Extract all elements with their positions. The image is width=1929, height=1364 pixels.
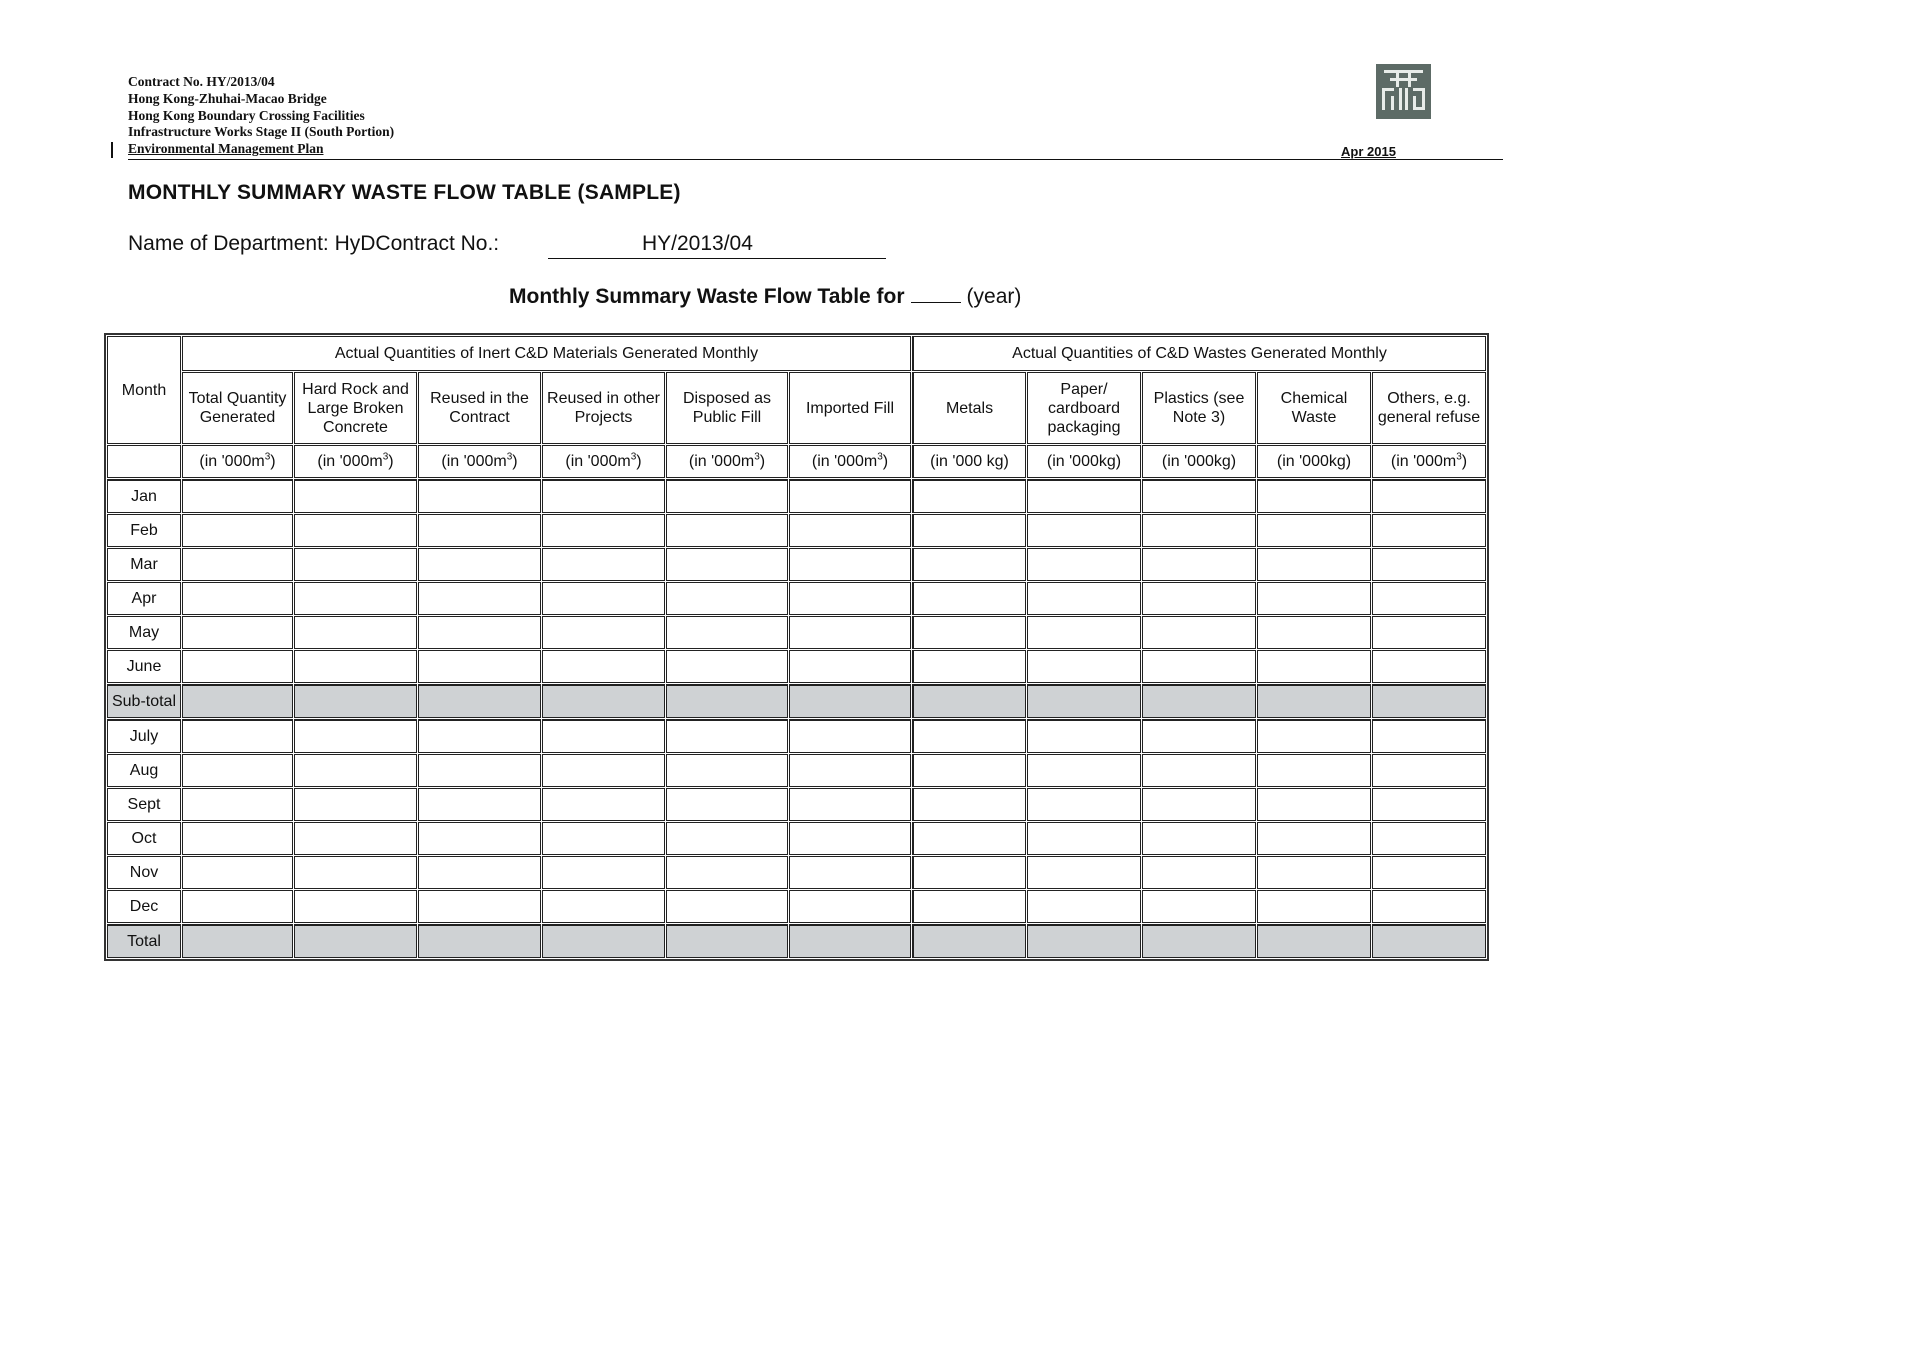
value-cell[interactable] <box>1257 788 1371 821</box>
value-cell[interactable] <box>418 616 541 649</box>
month-cell: July <box>107 719 181 753</box>
value-cell[interactable] <box>542 856 665 889</box>
unit-text: (in '000kg) <box>1276 453 1352 470</box>
unit-exponent: 3 <box>1456 451 1462 463</box>
value-cell[interactable] <box>294 856 417 889</box>
month-cell: Sept <box>107 788 181 821</box>
document-date: Apr 2015 <box>1341 144 1396 159</box>
value-cell[interactable] <box>1257 479 1371 513</box>
value-cell[interactable] <box>1027 479 1141 513</box>
unit-cell <box>182 445 293 478</box>
table-row <box>107 479 1486 513</box>
value-cell[interactable] <box>294 822 417 855</box>
value-cell[interactable] <box>182 684 293 718</box>
value-cell[interactable] <box>912 788 1026 821</box>
header-divider <box>128 159 1503 160</box>
month-cell: Dec <box>107 890 181 923</box>
value-cell[interactable] <box>1372 890 1486 923</box>
table-row <box>107 890 1486 923</box>
unit-close: ) <box>512 453 518 470</box>
month-cell: June <box>107 650 181 683</box>
table-title-label: Monthly Summary Waste Flow Table for <box>509 285 905 308</box>
unit-text: (in '000kg) <box>1046 453 1122 470</box>
month-cell: Feb <box>107 514 181 547</box>
value-cell[interactable] <box>294 924 417 958</box>
summary-row <box>107 924 1486 958</box>
value-cell[interactable] <box>1257 856 1371 889</box>
unit-text: (in '000 kg) <box>930 453 1009 470</box>
value-cell[interactable] <box>418 754 541 787</box>
value-cell[interactable] <box>294 719 417 753</box>
value-cell[interactable] <box>912 924 1026 958</box>
value-cell[interactable] <box>418 719 541 753</box>
value-cell[interactable] <box>182 582 293 615</box>
value-cell[interactable] <box>912 582 1026 615</box>
unit-exponent: 3 <box>877 451 883 463</box>
value-cell[interactable] <box>789 924 911 958</box>
units-row <box>107 445 1486 478</box>
value-cell[interactable] <box>912 514 1026 547</box>
value-cell[interactable] <box>1142 582 1256 615</box>
value-cell[interactable] <box>789 856 911 889</box>
column-header-chemical: Chemical Waste <box>1257 372 1371 444</box>
cd-wastes-group-header: Actual Quantities of C&D Wastes Generated Monthly <box>912 336 1486 371</box>
value-cell[interactable] <box>542 822 665 855</box>
header-project-name: Hong Kong-Zhuhai-Macao Bridge <box>128 90 327 106</box>
value-cell[interactable] <box>789 684 911 718</box>
value-cell[interactable] <box>294 890 417 923</box>
unit-cell <box>1257 445 1371 478</box>
value-cell[interactable] <box>789 719 911 753</box>
value-cell[interactable] <box>1257 924 1371 958</box>
header-plan-name: Environmental Management Plan <box>128 141 324 157</box>
month-cell: Aug <box>107 754 181 787</box>
value-cell[interactable] <box>666 822 788 855</box>
value-cell[interactable] <box>294 582 417 615</box>
page-title: MONTHLY SUMMARY WASTE FLOW TABLE (SAMPLE) <box>128 181 681 204</box>
unit-close: ) <box>270 453 276 470</box>
value-cell[interactable] <box>789 479 911 513</box>
value-cell[interactable] <box>294 514 417 547</box>
unit-cell <box>294 445 417 478</box>
header-contract-no: Contract No. HY/2013/04 <box>128 74 275 89</box>
value-cell[interactable] <box>542 684 665 718</box>
department-line <box>128 232 753 256</box>
value-cell[interactable] <box>912 684 1026 718</box>
value-cell[interactable] <box>1142 788 1256 821</box>
value-cell[interactable] <box>1027 548 1141 581</box>
value-cell[interactable] <box>182 822 293 855</box>
value-cell[interactable] <box>542 754 665 787</box>
company-logo-icon <box>1376 64 1431 119</box>
month-cell: Sub-total <box>107 684 181 718</box>
table-row <box>107 616 1486 649</box>
value-cell[interactable] <box>182 856 293 889</box>
value-cell[interactable] <box>1372 822 1486 855</box>
unit-close: ) <box>882 453 889 470</box>
value-cell[interactable] <box>789 514 911 547</box>
value-cell[interactable] <box>542 719 665 753</box>
value-cell[interactable] <box>418 548 541 581</box>
value-cell[interactable] <box>912 890 1026 923</box>
value-cell[interactable] <box>294 788 417 821</box>
unit-cell <box>789 445 911 478</box>
value-cell[interactable] <box>542 650 665 683</box>
value-cell[interactable] <box>789 890 911 923</box>
department-label: Name of Department: HyDContract No.: <box>128 232 500 255</box>
table-row <box>107 582 1486 615</box>
summary-row <box>107 684 1486 718</box>
month-cell: Jan <box>107 479 181 513</box>
value-cell[interactable] <box>294 479 417 513</box>
value-cell[interactable] <box>542 514 665 547</box>
value-cell[interactable] <box>1372 479 1486 513</box>
value-cell[interactable] <box>912 548 1026 581</box>
value-cell[interactable] <box>1257 890 1371 923</box>
value-cell[interactable] <box>418 479 541 513</box>
value-cell[interactable] <box>1027 924 1141 958</box>
value-cell[interactable] <box>1142 924 1256 958</box>
value-cell[interactable] <box>666 856 788 889</box>
table-row <box>107 856 1486 889</box>
value-cell[interactable] <box>1257 719 1371 753</box>
column-header-imported-fill: Imported Fill <box>789 372 911 444</box>
value-cell[interactable] <box>666 719 788 753</box>
value-cell[interactable] <box>1372 548 1486 581</box>
revision-bar <box>111 142 113 158</box>
value-cell[interactable] <box>1027 719 1141 753</box>
unit-exponent: 3 <box>382 451 389 463</box>
unit-text: (in '000m <box>1390 453 1457 470</box>
unit-close: ) <box>636 453 642 470</box>
value-cell[interactable] <box>1372 788 1486 821</box>
column-header-hard-rock: Hard Rock and Large Broken Concrete <box>294 372 417 444</box>
value-cell[interactable] <box>912 616 1026 649</box>
value-cell[interactable] <box>1142 856 1256 889</box>
value-cell[interactable] <box>418 856 541 889</box>
year-blank-field <box>911 284 961 303</box>
value-cell[interactable] <box>1372 719 1486 753</box>
value-cell[interactable] <box>666 514 788 547</box>
table-row <box>107 514 1486 547</box>
unit-close: ) <box>388 453 394 470</box>
unit-text: (in '000m <box>441 453 507 470</box>
value-cell[interactable] <box>1027 754 1141 787</box>
contract-number-value: HY/2013/04 <box>642 232 753 255</box>
unit-exponent: 3 <box>506 451 513 463</box>
table-row <box>107 719 1486 753</box>
value-cell[interactable] <box>294 650 417 683</box>
unit-text: (in '000m <box>565 453 631 470</box>
value-cell[interactable] <box>182 788 293 821</box>
unit-cell <box>542 445 665 478</box>
value-cell[interactable] <box>789 822 911 855</box>
value-cell[interactable] <box>1027 514 1141 547</box>
value-cell[interactable] <box>912 479 1026 513</box>
value-cell[interactable] <box>666 582 788 615</box>
value-cell[interactable] <box>1027 856 1141 889</box>
value-cell[interactable] <box>182 479 293 513</box>
month-cell: Total <box>107 924 181 958</box>
value-cell[interactable] <box>912 754 1026 787</box>
unit-exponent: 3 <box>630 451 637 463</box>
unit-cell <box>418 445 541 478</box>
header-works-stage: Infrastructure Works Stage II (South Portion) <box>128 124 395 140</box>
value-cell[interactable] <box>1372 754 1486 787</box>
value-cell[interactable] <box>1257 548 1371 581</box>
column-header-others: Others, e.g. general refuse <box>1372 372 1486 444</box>
value-cell[interactable] <box>418 788 541 821</box>
value-cell[interactable] <box>1027 684 1141 718</box>
value-cell[interactable] <box>418 684 541 718</box>
value-cell[interactable] <box>418 890 541 923</box>
value-cell[interactable] <box>912 719 1026 753</box>
value-cell[interactable] <box>182 890 293 923</box>
value-cell[interactable] <box>182 754 293 787</box>
month-cell: Apr <box>107 582 181 615</box>
value-cell[interactable] <box>1142 548 1256 581</box>
value-cell[interactable] <box>666 788 788 821</box>
value-cell[interactable] <box>1257 616 1371 649</box>
value-cell[interactable] <box>1372 616 1486 649</box>
units-month-cell <box>107 445 181 478</box>
unit-close: ) <box>1461 453 1468 470</box>
value-cell[interactable] <box>418 514 541 547</box>
value-cell[interactable] <box>666 754 788 787</box>
unit-cell <box>912 445 1026 478</box>
value-cell[interactable] <box>418 822 541 855</box>
value-cell[interactable] <box>789 582 911 615</box>
value-cell[interactable] <box>1372 514 1486 547</box>
column-header-metals: Metals <box>912 372 1026 444</box>
table-row <box>107 650 1486 683</box>
table-row <box>107 822 1486 855</box>
contract-header <box>128 74 394 158</box>
value-cell[interactable] <box>789 548 911 581</box>
value-cell[interactable] <box>1372 684 1486 718</box>
value-cell[interactable] <box>1142 822 1256 855</box>
value-cell[interactable] <box>542 616 665 649</box>
table-row <box>107 754 1486 787</box>
value-cell[interactable] <box>912 650 1026 683</box>
value-cell[interactable] <box>666 548 788 581</box>
column-header-paper: Paper/ cardboard packaging <box>1027 372 1141 444</box>
value-cell[interactable] <box>666 479 788 513</box>
unit-text: (in '000kg) <box>1161 453 1237 470</box>
table-title-suffix: (year) <box>966 285 1022 308</box>
month-cell: Oct <box>107 822 181 855</box>
value-cell[interactable] <box>666 890 788 923</box>
unit-cell <box>1142 445 1256 478</box>
month-cell: May <box>107 616 181 649</box>
value-cell[interactable] <box>912 856 1026 889</box>
value-cell[interactable] <box>294 616 417 649</box>
value-cell[interactable] <box>666 650 788 683</box>
value-cell[interactable] <box>1142 684 1256 718</box>
column-header-reused-other: Reused in other Projects <box>542 372 665 444</box>
month-cell: Nov <box>107 856 181 889</box>
unit-text: (in '000m <box>199 453 265 470</box>
value-cell[interactable] <box>1027 822 1141 855</box>
contract-number-field <box>548 232 886 259</box>
column-header-public-fill: Disposed as Public Fill <box>666 372 788 444</box>
value-cell[interactable] <box>418 924 541 958</box>
value-cell[interactable] <box>1142 719 1256 753</box>
unit-text: (in '000m <box>811 453 878 470</box>
value-cell[interactable] <box>1257 822 1371 855</box>
unit-close: ) <box>759 453 766 470</box>
value-cell[interactable] <box>1257 582 1371 615</box>
value-cell[interactable] <box>294 684 417 718</box>
value-cell[interactable] <box>182 650 293 683</box>
value-cell[interactable] <box>1257 754 1371 787</box>
value-cell[interactable] <box>789 616 911 649</box>
value-cell[interactable] <box>1027 582 1141 615</box>
unit-exponent: 3 <box>754 451 760 463</box>
value-cell[interactable] <box>1142 890 1256 923</box>
value-cell[interactable] <box>418 650 541 683</box>
unit-cell <box>1372 445 1486 478</box>
value-cell[interactable] <box>1257 514 1371 547</box>
value-cell[interactable] <box>1142 616 1256 649</box>
value-cell[interactable] <box>1257 650 1371 683</box>
value-cell[interactable] <box>542 479 665 513</box>
value-cell[interactable] <box>666 924 788 958</box>
waste-flow-table <box>104 333 1489 961</box>
value-cell[interactable] <box>294 548 417 581</box>
value-cell[interactable] <box>182 514 293 547</box>
unit-cell <box>1027 445 1141 478</box>
value-cell[interactable] <box>1372 924 1486 958</box>
value-cell[interactable] <box>1142 650 1256 683</box>
value-cell[interactable] <box>1027 788 1141 821</box>
value-cell[interactable] <box>1027 650 1141 683</box>
unit-text: (in '000m <box>688 453 755 470</box>
value-cell[interactable] <box>1372 650 1486 683</box>
value-cell[interactable] <box>182 616 293 649</box>
unit-exponent: 3 <box>264 451 271 463</box>
value-cell[interactable] <box>1027 890 1141 923</box>
value-cell[interactable] <box>294 754 417 787</box>
value-cell[interactable] <box>182 924 293 958</box>
value-cell[interactable] <box>542 890 665 923</box>
value-cell[interactable] <box>912 822 1026 855</box>
inert-materials-group-header: Actual Quantities of Inert C&D Materials Generated Monthly <box>182 336 911 371</box>
value-cell[interactable] <box>666 616 788 649</box>
value-cell[interactable] <box>789 788 911 821</box>
month-cell: Mar <box>107 548 181 581</box>
value-cell[interactable] <box>1257 684 1371 718</box>
column-header-reused-contract: Reused in the Contract <box>418 372 541 444</box>
value-cell[interactable] <box>1142 514 1256 547</box>
value-cell[interactable] <box>789 754 911 787</box>
value-cell[interactable] <box>542 548 665 581</box>
column-header-total-quantity: Total Quantity Generated <box>182 372 293 444</box>
unit-text: (in '000m <box>317 453 383 470</box>
value-cell[interactable] <box>1142 754 1256 787</box>
table-row <box>107 548 1486 581</box>
header-facility-name: Hong Kong Boundary Crossing Facilities <box>128 107 365 123</box>
value-cell[interactable] <box>182 548 293 581</box>
table-title <box>509 284 1021 309</box>
month-column-header: Month <box>107 336 181 444</box>
value-cell[interactable] <box>542 788 665 821</box>
value-cell[interactable] <box>542 582 665 615</box>
unit-cell <box>666 445 788 478</box>
value-cell[interactable] <box>1372 856 1486 889</box>
value-cell[interactable] <box>1372 582 1486 615</box>
value-cell[interactable] <box>1142 479 1256 513</box>
value-cell[interactable] <box>418 582 541 615</box>
value-cell[interactable] <box>542 924 665 958</box>
column-header-plastics: Plastics (see Note 3) <box>1142 372 1256 444</box>
value-cell[interactable] <box>182 719 293 753</box>
table-row <box>107 788 1486 821</box>
value-cell[interactable] <box>1027 616 1141 649</box>
value-cell[interactable] <box>666 684 788 718</box>
value-cell[interactable] <box>789 650 911 683</box>
